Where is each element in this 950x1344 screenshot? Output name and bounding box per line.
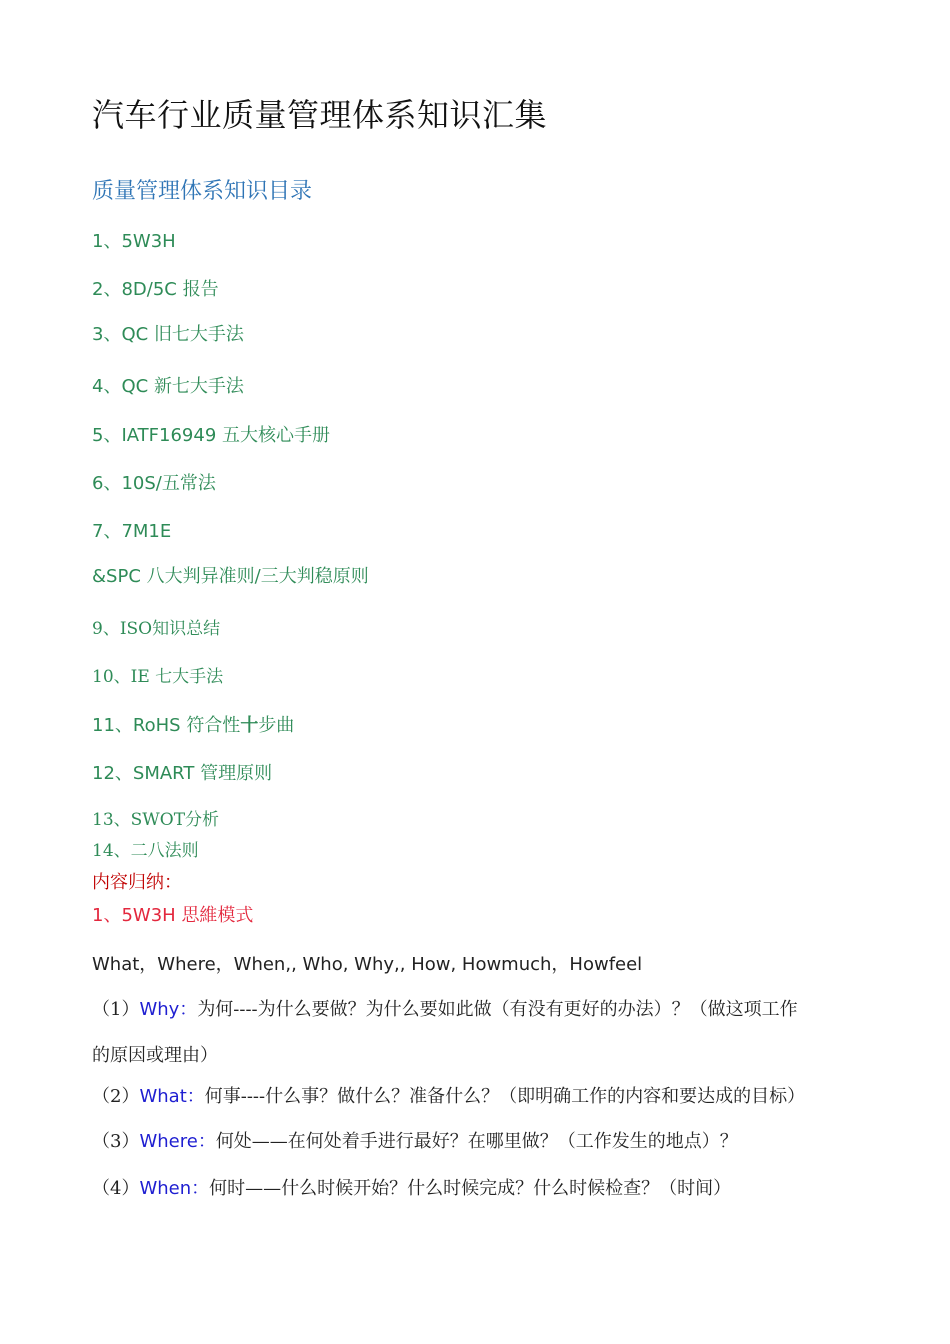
toc-item	[92, 717, 294, 735]
paragraph-text: 的原因或理由）	[92, 1045, 218, 1066]
toc-item-prefix: 4、QC	[92, 376, 149, 397]
toc-item-prefix: 5、IATF16949	[92, 425, 217, 446]
toc-item	[92, 233, 176, 251]
paragraph-number: （1）	[92, 999, 140, 1020]
toc-item-bold-char: 十	[240, 715, 259, 736]
toc-item-prefix: 3、QC	[92, 324, 149, 345]
toc-item-prefix: 1、5W3H	[92, 231, 176, 252]
toc-item	[92, 843, 199, 860]
toc-item-text: 管理原则	[200, 763, 273, 784]
toc-item-prefix: 11、RoHS	[92, 715, 181, 736]
toc-item	[92, 281, 219, 299]
toc-item-text: 八大判异准则/三大判稳原则	[146, 566, 369, 587]
toc-item	[92, 621, 220, 638]
toc-heading: 质量管理体系知识目录	[92, 179, 313, 204]
paragraph-text: 何处——在何处着手进行最好？在哪里做？（工作发生的地点）？	[215, 1131, 738, 1152]
summary-label: 内容归纳：	[92, 872, 182, 893]
toc-item-prefix: &SPC	[92, 566, 141, 587]
paragraph-keyword: Where：	[139, 1131, 216, 1152]
paragraph-number: （4）	[92, 1178, 140, 1199]
paragraph-text: 何时——什么时候开始？什么时候完成？什么时候检查？（时间）	[209, 1178, 732, 1199]
toc-item	[92, 523, 171, 541]
section-title-prefix: 1、5W3H	[92, 905, 176, 926]
toc-item-text: 知识总结	[152, 619, 221, 639]
toc-item-text: 报告	[182, 279, 219, 300]
toc-item	[92, 427, 330, 445]
paragraph-number: （3）	[92, 1131, 140, 1152]
paragraph	[92, 1180, 731, 1198]
toc-item-prefix: 13、SWOT	[92, 810, 186, 830]
toc-item	[92, 765, 272, 783]
paragraph-number: （2）	[92, 1086, 140, 1107]
toc-item	[92, 812, 219, 829]
paragraph-keyword: When：	[139, 1178, 210, 1199]
keywords-line: What，Where，When,, Who, Why,, How, Howmuch，Howfeel	[92, 954, 643, 975]
toc-item-text: 符合性	[186, 715, 241, 736]
paragraph-keyword: Why：	[139, 999, 198, 1020]
toc-item-prefix: 2、8D/5C	[92, 279, 177, 300]
toc-item	[92, 568, 369, 586]
document-title: 汽车行业质量管理体系知识汇集	[92, 96, 548, 134]
toc-item-prefix: 9、ISO	[92, 619, 153, 639]
toc-item	[92, 475, 216, 493]
toc-item-text: 旧七大手法	[153, 324, 244, 345]
paragraph-text: 何事----什么事？做什么？准备什么？（即明确工作的内容和要达成的目标）	[204, 1086, 806, 1107]
toc-item	[92, 378, 244, 396]
paragraph	[92, 1001, 798, 1019]
toc-item-prefix: 7、7M1E	[92, 521, 172, 542]
toc-item-prefix: 6、10S/	[92, 473, 162, 494]
toc-item-text: 五常法	[161, 473, 216, 494]
paragraph-continuation	[92, 1047, 218, 1065]
toc-item-prefix: 12、SMART	[92, 763, 195, 784]
toc-item	[92, 326, 244, 344]
toc-item	[92, 669, 223, 686]
toc-item-text-rest: 步曲	[258, 715, 295, 736]
toc-item-prefix: 10、IE	[92, 667, 150, 687]
toc-item-text: 五大核心手册	[222, 425, 331, 446]
toc-item-prefix: 14、	[92, 841, 131, 861]
paragraph	[92, 1133, 738, 1151]
toc-item-text: 二八法则	[130, 841, 199, 861]
toc-item-text: 分析	[185, 810, 220, 830]
paragraph	[92, 1088, 805, 1106]
paragraph-keyword: What：	[139, 1086, 205, 1107]
toc-item-text: 七大手法	[155, 667, 224, 687]
toc-item-text: 新七大手法	[153, 376, 244, 397]
section-title-text: 思維模式	[181, 905, 254, 926]
section-title	[92, 907, 253, 925]
paragraph-text: 为何----为什么要做？为什么要如此做（有没有更好的办法）？（做这项工作	[197, 999, 798, 1020]
